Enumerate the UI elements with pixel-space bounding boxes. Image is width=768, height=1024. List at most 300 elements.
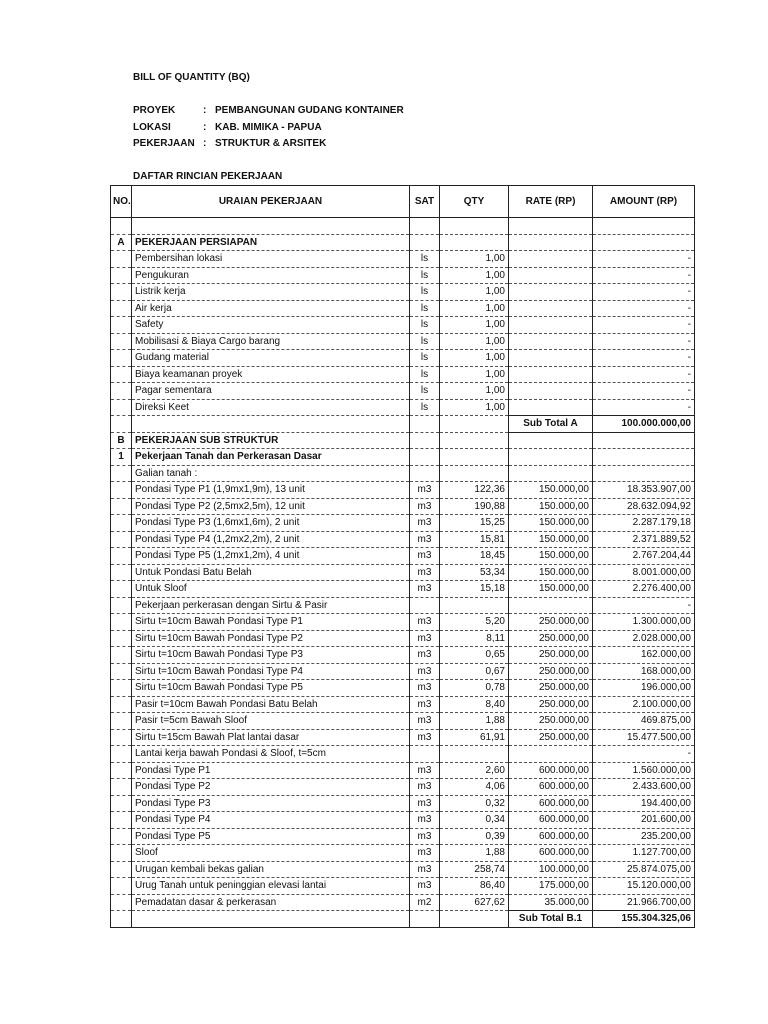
- cell-amount: 2.371.889,52: [593, 531, 695, 548]
- table-row: [111, 647, 695, 664]
- cell-no: [111, 267, 132, 284]
- cell-qty: 122,36: [440, 482, 509, 499]
- cell-qty: 1,00: [440, 267, 509, 284]
- table-row: [111, 630, 695, 647]
- cell-qty: 190,88: [440, 498, 509, 515]
- cell-rate: 100.000,00: [509, 861, 593, 878]
- meta-sep: :: [203, 122, 207, 133]
- cell-sat: m3: [410, 548, 440, 565]
- cell-amount: -: [593, 317, 695, 334]
- cell-uraian: Sirtu t=10cm Bawah Pondasi Type P2: [132, 630, 410, 647]
- table-row: [111, 564, 695, 581]
- cell-sat: [410, 746, 440, 763]
- cell-uraian: Pengukuran: [132, 267, 410, 284]
- cell-sat: m3: [410, 630, 440, 647]
- cell-uraian: Pagar sementara: [132, 383, 410, 400]
- cell-no: B: [111, 432, 132, 449]
- meta-key: LOKASI: [133, 122, 171, 133]
- cell-no: [111, 366, 132, 383]
- cell-no: [111, 894, 132, 911]
- cell-uraian: [132, 911, 410, 928]
- table-row: [111, 515, 695, 532]
- cell-uraian: Sirtu t=15cm Bawah Plat lantai dasar: [132, 729, 410, 746]
- cell-amount: 1.300.000,00: [593, 614, 695, 631]
- meta-value: STRUKTUR & ARSITEK: [215, 138, 327, 149]
- cell-rate: [509, 267, 593, 284]
- table-row: [111, 779, 695, 796]
- cell-uraian: Pondasi Type P1 (1,9mx1,9m), 13 unit: [132, 482, 410, 499]
- cell-uraian: PEKERJAAN SUB STRUKTUR: [132, 432, 410, 449]
- cell-amount: [593, 432, 695, 449]
- cell-uraian: Pondasi Type P3 (1,6mx1,6m), 2 unit: [132, 515, 410, 532]
- cell-sat: [410, 218, 440, 235]
- table-header-row: [111, 186, 695, 218]
- cell-rate: 250.000,00: [509, 614, 593, 631]
- table-row: [111, 399, 695, 416]
- cell-amount: 168.000,00: [593, 663, 695, 680]
- cell-qty: 627,62: [440, 894, 509, 911]
- cell-amount: 194.400,00: [593, 795, 695, 812]
- table-row: [111, 845, 695, 862]
- cell-rate: 600.000,00: [509, 795, 593, 812]
- cell-sat: ls: [410, 300, 440, 317]
- cell-no: [111, 680, 132, 697]
- cell-qty: 8,11: [440, 630, 509, 647]
- cell-no: [111, 333, 132, 350]
- cell-amount: 25.874.075,00: [593, 861, 695, 878]
- table-row: [111, 878, 695, 895]
- cell-sat: m3: [410, 812, 440, 829]
- cell-uraian: Listrik kerja: [132, 284, 410, 301]
- cell-no: [111, 845, 132, 862]
- cell-qty: 1,00: [440, 333, 509, 350]
- cell-sat: m3: [410, 614, 440, 631]
- table-row: [111, 465, 695, 482]
- table-row: [111, 680, 695, 697]
- cell-rate: [509, 251, 593, 268]
- table-row: [111, 317, 695, 334]
- cell-sat: m3: [410, 729, 440, 746]
- cell-uraian: Pasir t=10cm Bawah Pondasi Batu Belah: [132, 696, 410, 713]
- table-row: [111, 449, 695, 466]
- cell-rate: [509, 366, 593, 383]
- cell-sat: ls: [410, 284, 440, 301]
- cell-rate: 250.000,00: [509, 729, 593, 746]
- cell-uraian: Gudang material: [132, 350, 410, 367]
- cell-sat: ls: [410, 366, 440, 383]
- cell-no: [111, 828, 132, 845]
- cell-sat: m3: [410, 515, 440, 532]
- cell-sat: m3: [410, 779, 440, 796]
- cell-amount: 2.287.179,18: [593, 515, 695, 532]
- col-header-amount: AMOUNT (RP): [593, 186, 695, 218]
- cell-sat: m3: [410, 663, 440, 680]
- cell-uraian: Untuk Pondasi Batu Belah: [132, 564, 410, 581]
- cell-uraian: Pondasi Type P4 (1,2mx2,2m), 2 unit: [132, 531, 410, 548]
- cell-uraian: Mobilisasi & Biaya Cargo barang: [132, 333, 410, 350]
- cell-sat: ls: [410, 317, 440, 334]
- cell-rate: 175.000,00: [509, 878, 593, 895]
- cell-uraian: Pondasi Type P2: [132, 779, 410, 796]
- cell-qty: 5,20: [440, 614, 509, 631]
- table-row: [111, 531, 695, 548]
- cell-amount: 15.120.000,00: [593, 878, 695, 895]
- cell-sat: m3: [410, 498, 440, 515]
- cell-qty: [440, 432, 509, 449]
- table-row: [111, 267, 695, 284]
- cell-sat: m3: [410, 713, 440, 730]
- meta-sep: :: [203, 105, 207, 116]
- table-row: [111, 729, 695, 746]
- cell-no: [111, 482, 132, 499]
- cell-uraian: Pembersihan lokasi: [132, 251, 410, 268]
- cell-no: [111, 729, 132, 746]
- cell-uraian: Pemadatan dasar & perkerasan: [132, 894, 410, 911]
- table-row: [111, 432, 695, 449]
- table-row: [111, 482, 695, 499]
- cell-no: [111, 614, 132, 631]
- cell-rate: 150.000,00: [509, 498, 593, 515]
- cell-qty: [440, 465, 509, 482]
- meta-key: PEKERJAAN: [133, 138, 195, 149]
- cell-no: [111, 630, 132, 647]
- cell-qty: 0,65: [440, 647, 509, 664]
- cell-amount: -: [593, 746, 695, 763]
- meta-lokasi: [133, 122, 322, 133]
- cell-no: [111, 383, 132, 400]
- cell-qty: 1,00: [440, 366, 509, 383]
- table-row: [111, 795, 695, 812]
- cell-uraian: Sloof: [132, 845, 410, 862]
- cell-no: [111, 647, 132, 664]
- cell-qty: 53,34: [440, 564, 509, 581]
- cell-no: [111, 515, 132, 532]
- cell-no: [111, 878, 132, 895]
- cell-qty: 1,00: [440, 284, 509, 301]
- cell-no: [111, 795, 132, 812]
- cell-qty: 0,34: [440, 812, 509, 829]
- cell-rate: 600.000,00: [509, 779, 593, 796]
- cell-uraian: Biaya keamanan proyek: [132, 366, 410, 383]
- table-row: [111, 713, 695, 730]
- cell-no: [111, 564, 132, 581]
- cell-qty: [440, 234, 509, 251]
- table-row: [111, 300, 695, 317]
- cell-sat: ls: [410, 350, 440, 367]
- cell-uraian: Pasir t=5cm Bawah Sloof: [132, 713, 410, 730]
- cell-amount: 2.100.000,00: [593, 696, 695, 713]
- cell-no: [111, 597, 132, 614]
- table-row: [111, 663, 695, 680]
- section-title: DAFTAR RINCIAN PEKERJAAN: [133, 171, 283, 182]
- cell-rate: 250.000,00: [509, 647, 593, 664]
- cell-sat: ls: [410, 267, 440, 284]
- cell-rate: 250.000,00: [509, 663, 593, 680]
- cell-sat: ls: [410, 399, 440, 416]
- cell-rate: [509, 300, 593, 317]
- cell-rate: 250.000,00: [509, 696, 593, 713]
- cell-amount: 28.632.094,92: [593, 498, 695, 515]
- cell-no: [111, 911, 132, 928]
- cell-uraian: Pondasi Type P3: [132, 795, 410, 812]
- cell-no: [111, 713, 132, 730]
- table-row: [111, 911, 695, 928]
- table-row: [111, 597, 695, 614]
- cell-no: [111, 300, 132, 317]
- document-title: BILL OF QUANTITY (BQ): [133, 72, 250, 83]
- cell-qty: 1,88: [440, 713, 509, 730]
- cell-uraian: Urug Tanah untuk peninggian elevasi lantai: [132, 878, 410, 895]
- cell-qty: 0,78: [440, 680, 509, 697]
- cell-amount: 100.000.000,00: [593, 416, 695, 433]
- cell-sat: m3: [410, 861, 440, 878]
- cell-amount: -: [593, 251, 695, 268]
- cell-rate: 150.000,00: [509, 564, 593, 581]
- table-row: [111, 218, 695, 235]
- table-row: [111, 498, 695, 515]
- cell-uraian: [132, 416, 410, 433]
- cell-rate: 150.000,00: [509, 531, 593, 548]
- meta-sep: :: [203, 138, 207, 149]
- table-row: [111, 416, 695, 433]
- cell-qty: 15,18: [440, 581, 509, 598]
- cell-amount: 1.127.700,00: [593, 845, 695, 862]
- cell-rate: [509, 399, 593, 416]
- cell-uraian: Air kerja: [132, 300, 410, 317]
- cell-sat: [410, 597, 440, 614]
- cell-qty: 15,25: [440, 515, 509, 532]
- cell-qty: 2,60: [440, 762, 509, 779]
- cell-amount: 2.028.000,00: [593, 630, 695, 647]
- cell-qty: 15,81: [440, 531, 509, 548]
- cell-sat: [410, 449, 440, 466]
- cell-rate: [509, 317, 593, 334]
- cell-rate: 600.000,00: [509, 762, 593, 779]
- cell-qty: 1,88: [440, 845, 509, 862]
- cell-uraian: Sirtu t=10cm Bawah Pondasi Type P4: [132, 663, 410, 680]
- cell-uraian: Lantai kerja bawah Pondasi & Sloof, t=5cm: [132, 746, 410, 763]
- cell-qty: 1,00: [440, 300, 509, 317]
- cell-no: [111, 779, 132, 796]
- cell-uraian: Urugan kembali bekas galian: [132, 861, 410, 878]
- col-header-rate: RATE (RP): [509, 186, 593, 218]
- table-row: [111, 812, 695, 829]
- cell-no: [111, 317, 132, 334]
- cell-rate: 600.000,00: [509, 845, 593, 862]
- cell-sat: [410, 465, 440, 482]
- cell-qty: 86,40: [440, 878, 509, 895]
- cell-sat: m3: [410, 845, 440, 862]
- cell-sat: m3: [410, 581, 440, 598]
- cell-qty: [440, 746, 509, 763]
- col-header-uraian: URAIAN PEKERJAAN: [132, 186, 410, 218]
- cell-uraian: Safety: [132, 317, 410, 334]
- cell-sat: ls: [410, 333, 440, 350]
- cell-no: [111, 399, 132, 416]
- table-row: [111, 828, 695, 845]
- cell-amount: 2.767.204,44: [593, 548, 695, 565]
- cell-amount: 196.000,00: [593, 680, 695, 697]
- cell-no: [111, 762, 132, 779]
- cell-rate: 250.000,00: [509, 680, 593, 697]
- table-row: [111, 333, 695, 350]
- cell-uraian: Pondasi Type P2 (2,5mx2,5m), 12 unit: [132, 498, 410, 515]
- table-row: [111, 234, 695, 251]
- cell-uraian: Untuk Sloof: [132, 581, 410, 598]
- cell-rate: [509, 432, 593, 449]
- cell-qty: 1,00: [440, 317, 509, 334]
- cell-no: [111, 548, 132, 565]
- cell-no: [111, 581, 132, 598]
- cell-rate: [509, 449, 593, 466]
- cell-sat: [410, 432, 440, 449]
- cell-no: [111, 696, 132, 713]
- cell-sat: ls: [410, 251, 440, 268]
- cell-qty: 0,32: [440, 795, 509, 812]
- cell-sat: m3: [410, 680, 440, 697]
- meta-pekerjaan: [133, 138, 326, 149]
- cell-no: [111, 416, 132, 433]
- cell-no: [111, 498, 132, 515]
- table-row: [111, 350, 695, 367]
- cell-uraian: PEKERJAAN PERSIAPAN: [132, 234, 410, 251]
- cell-amount: 2.276.400,00: [593, 581, 695, 598]
- table-row: [111, 762, 695, 779]
- cell-qty: 4,06: [440, 779, 509, 796]
- cell-sat: m3: [410, 828, 440, 845]
- cell-no: [111, 861, 132, 878]
- cell-qty: [440, 449, 509, 466]
- cell-uraian: Sirtu t=10cm Bawah Pondasi Type P3: [132, 647, 410, 664]
- cell-no: [111, 746, 132, 763]
- cell-rate: [509, 465, 593, 482]
- cell-amount: 162.000,00: [593, 647, 695, 664]
- cell-rate: [509, 746, 593, 763]
- cell-amount: -: [593, 284, 695, 301]
- cell-rate: 250.000,00: [509, 713, 593, 730]
- cell-uraian: Sirtu t=10cm Bawah Pondasi Type P1: [132, 614, 410, 631]
- table-row: [111, 894, 695, 911]
- cell-amount: 201.600,00: [593, 812, 695, 829]
- cell-sat: m3: [410, 564, 440, 581]
- cell-amount: 155.304.325,06: [593, 911, 695, 928]
- cell-no: [111, 812, 132, 829]
- cell-sat: ls: [410, 383, 440, 400]
- cell-uraian: Pekerjaan perkerasan dengan Sirtu & Pasir: [132, 597, 410, 614]
- cell-amount: -: [593, 333, 695, 350]
- col-header-no: NO.: [111, 186, 132, 218]
- table-row: [111, 581, 695, 598]
- cell-rate: Sub Total B.1: [509, 911, 593, 928]
- cell-amount: 18.353.907,00: [593, 482, 695, 499]
- cell-sat: [410, 911, 440, 928]
- cell-uraian: [132, 218, 410, 235]
- cell-sat: m3: [410, 531, 440, 548]
- cell-no: [111, 284, 132, 301]
- cell-amount: -: [593, 597, 695, 614]
- col-header-sat: SAT: [410, 186, 440, 218]
- cell-qty: 1,00: [440, 350, 509, 367]
- meta-proyek: [133, 105, 404, 116]
- table-row: [111, 696, 695, 713]
- cell-sat: m3: [410, 482, 440, 499]
- cell-qty: 0,67: [440, 663, 509, 680]
- cell-uraian: Pondasi Type P1: [132, 762, 410, 779]
- cell-no: [111, 531, 132, 548]
- table-row: [111, 614, 695, 631]
- cell-amount: -: [593, 366, 695, 383]
- cell-uraian: Pondasi Type P5: [132, 828, 410, 845]
- table-row: [111, 284, 695, 301]
- cell-rate: 600.000,00: [509, 828, 593, 845]
- cell-qty: 258,74: [440, 861, 509, 878]
- cell-amount: 469.875,00: [593, 713, 695, 730]
- cell-no: [111, 251, 132, 268]
- cell-amount: 1.560.000,00: [593, 762, 695, 779]
- cell-qty: 61,91: [440, 729, 509, 746]
- cell-qty: 8,40: [440, 696, 509, 713]
- cell-uraian: Pekerjaan Tanah dan Perkerasan Dasar: [132, 449, 410, 466]
- cell-uraian: Galian tanah :: [132, 465, 410, 482]
- cell-amount: 8.001.000,00: [593, 564, 695, 581]
- cell-amount: -: [593, 399, 695, 416]
- cell-sat: m3: [410, 696, 440, 713]
- cell-qty: 1,00: [440, 399, 509, 416]
- cell-rate: [509, 383, 593, 400]
- table-row: [111, 548, 695, 565]
- cell-qty: 18,45: [440, 548, 509, 565]
- cell-no: [111, 465, 132, 482]
- cell-amount: -: [593, 383, 695, 400]
- meta-value: PEMBANGUNAN GUDANG KONTAINER: [215, 105, 404, 116]
- cell-sat: m3: [410, 647, 440, 664]
- table-row: [111, 861, 695, 878]
- cell-rate: 150.000,00: [509, 548, 593, 565]
- cell-rate: Sub Total A: [509, 416, 593, 433]
- cell-qty: [440, 218, 509, 235]
- cell-amount: [593, 218, 695, 235]
- cell-amount: -: [593, 300, 695, 317]
- cell-uraian: Sirtu t=10cm Bawah Pondasi Type P5: [132, 680, 410, 697]
- cell-qty: [440, 597, 509, 614]
- table-row: [111, 366, 695, 383]
- col-header-qty: QTY: [440, 186, 509, 218]
- cell-amount: -: [593, 350, 695, 367]
- cell-sat: [410, 416, 440, 433]
- cell-amount: [593, 234, 695, 251]
- cell-rate: [509, 350, 593, 367]
- cell-rate: 600.000,00: [509, 812, 593, 829]
- cell-sat: m3: [410, 878, 440, 895]
- cell-rate: 150.000,00: [509, 581, 593, 598]
- cell-amount: 21.966.700,00: [593, 894, 695, 911]
- cell-uraian: Pondasi Type P5 (1,2mx1,2m), 4 unit: [132, 548, 410, 565]
- cell-rate: 250.000,00: [509, 630, 593, 647]
- cell-no: A: [111, 234, 132, 251]
- meta-value: KAB. MIMIKA - PAPUA: [215, 122, 322, 133]
- cell-no: [111, 663, 132, 680]
- table-row: [111, 746, 695, 763]
- cell-rate: 150.000,00: [509, 515, 593, 532]
- bq-table: [110, 185, 695, 928]
- cell-rate: 35.000,00: [509, 894, 593, 911]
- meta-key: PROYEK: [133, 105, 176, 116]
- cell-no: [111, 218, 132, 235]
- cell-amount: 2.433.600,00: [593, 779, 695, 796]
- cell-qty: 1,00: [440, 251, 509, 268]
- cell-no: [111, 350, 132, 367]
- cell-rate: [509, 234, 593, 251]
